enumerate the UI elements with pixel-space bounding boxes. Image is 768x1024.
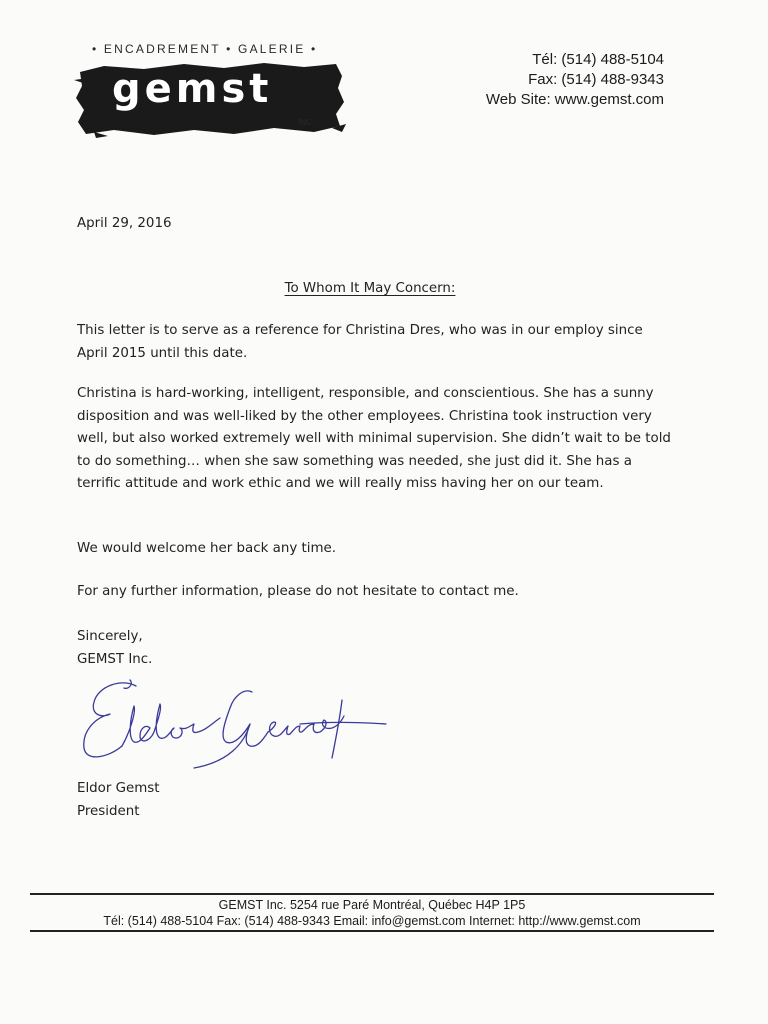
gemst-logo	[74, 42, 346, 138]
logo-inc: INC.	[298, 118, 314, 127]
website: Web Site: www.gemst.com	[485, 91, 664, 108]
logo-tagline: • ENCADREMENT • GALERIE •	[92, 42, 318, 56]
paragraph-qualities: Christina is hard-working, intelligent, responsible, and conscientious. She has a sunny disposition and was well-liked by the other employees. Christina took instruction very well, but also worked extremely well with minimal supervision. She didn’t wait to be told to do something… when she saw something was needed, she just did it. She has a terrific attitude and work ethic and we will really miss having her on our team.	[77, 386, 671, 491]
paragraph-contact: For any further information, please do not hesitate to contact me.	[77, 584, 519, 599]
fax-number: Fax: (514) 488-9343	[528, 71, 664, 88]
salutation	[0, 281, 740, 296]
signer-block	[77, 778, 160, 823]
paragraph-reference: This letter is to serve as a reference for Christina Dres, who was in our employ since April 2015 until this date.	[77, 323, 643, 361]
phone-number: Tél: (514) 488-5104	[532, 51, 664, 68]
letterhead-contact	[486, 50, 664, 110]
paragraph-welcome-back: We would welcome her back any time.	[77, 541, 337, 556]
closing-block	[77, 626, 152, 671]
logo-wordmark: gemst	[112, 66, 273, 112]
signer-name: Eldor Gemst	[77, 781, 160, 796]
signer-title: President	[77, 803, 140, 819]
footer-address: GEMST Inc. 5254 rue Paré Montréal, Québec H4P 1P5	[218, 898, 526, 912]
salutation-text: To Whom It May Concern:	[284, 281, 456, 296]
footer-rule-top	[30, 893, 714, 895]
footer-rule-bottom	[30, 930, 714, 932]
letter-date: April 29, 2016	[77, 216, 172, 231]
closing-sincerely: Sincerely,	[77, 629, 143, 644]
closing-company: GEMST Inc.	[77, 651, 153, 667]
handwritten-signature	[74, 672, 394, 772]
footer-contacts: Tél: (514) 488-5104 Fax: (514) 488-9343 Email: info@gemst.com Internet: http://www.gemst.com	[103, 914, 641, 928]
